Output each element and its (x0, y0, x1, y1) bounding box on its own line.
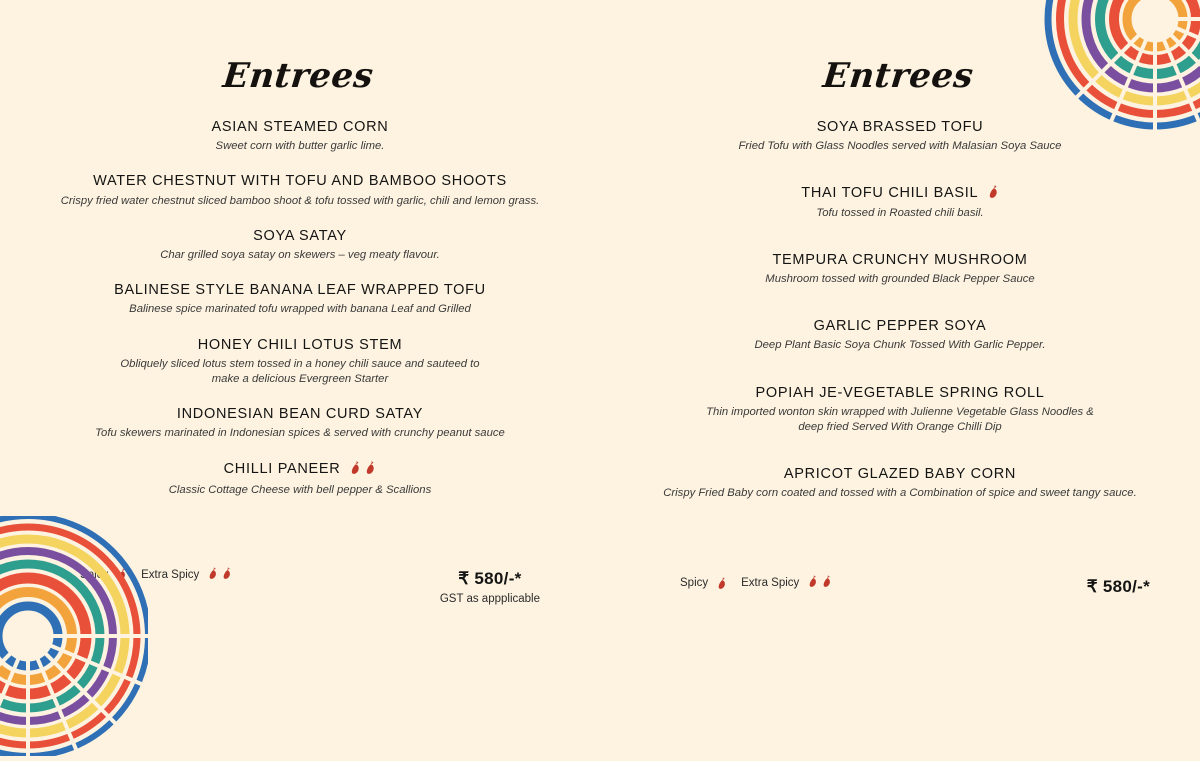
menu-item-name: SOYA BRASSED TOFU (816, 119, 984, 135)
menu-items-right (600, 118, 1200, 502)
menu-item-description: Fried Tofu with Glass Noodles served with Malasian Soya Sauce (738, 140, 1062, 153)
menu-item-description: Crispy Fried Baby corn coated and tossed with a Combination of spice and sweet tangy sauce. (663, 487, 1137, 500)
menu-item (40, 118, 560, 154)
legend-entry-extra-spicy (741, 575, 831, 591)
menu-item (40, 405, 560, 441)
menu-panel-right (600, 0, 1200, 660)
menu-item (640, 465, 1160, 501)
menu-item (40, 172, 560, 208)
menu-item-name-row (640, 251, 1160, 269)
price-block-left (440, 567, 540, 608)
menu-item-description: Thin imported wonton skin wrapped with Julienne Vegetable Glass Noodles & deep fried Served With Orange Chilli Dip (706, 405, 1094, 433)
menu-item-description: Crispy fried water chestnut sliced bamboo shoot & tofu tossed with garlic, chili and lemon grass. (60, 194, 540, 207)
menu-item (40, 227, 560, 263)
menu-item-name-row (40, 118, 560, 136)
menu-item-name: SOYA SATAY (253, 227, 347, 244)
spice-legend (680, 575, 832, 591)
spice-legend (80, 567, 232, 583)
menu-item-name-row (40, 336, 560, 354)
menu-item-name: GARLIC PEPPER SOYA (813, 318, 987, 335)
page-title-right: Entrees (821, 56, 976, 96)
menu-item-name: ASIAN STEAMED CORN (211, 119, 389, 135)
menu-item-name-row (640, 465, 1160, 483)
chili-pepper-icon (717, 577, 727, 590)
menu-item (640, 251, 1160, 287)
footer-left (0, 567, 600, 608)
menu-item-description: Char grilled soya satay on skewers – veg meaty flavour. (160, 248, 440, 261)
menu-item-name: APRICOT GLAZED BABY CORN (783, 466, 1017, 483)
menu-item-description: Mushroom tossed with grounded Black Pepper Sauce (765, 272, 1035, 285)
price-note: GST as appplicable (439, 593, 540, 606)
menu-item-name: POPIAH JE-VEGETABLE SPRING ROLL (755, 384, 1045, 401)
legend-label: Spicy (80, 568, 109, 581)
menu-item-name: TEMPURA CRUNCHY MUSHROOM (772, 251, 1028, 268)
menu-panel-left (0, 0, 600, 660)
legend-entry-spicy (680, 577, 727, 590)
menu-item-description: Sweet corn with butter garlic lime. (215, 140, 385, 153)
menu-item (640, 384, 1160, 436)
menu-item (40, 336, 560, 388)
menu-item (640, 317, 1160, 353)
price-value: ₹ 580/-* (1086, 577, 1150, 597)
menu-item-name: CHILLI PANEER (223, 460, 341, 477)
menu-item-description: Obliquely sliced lotus stem tossed in a honey chili sauce and sauteed to make a delicious Evergreen Starter (120, 357, 480, 385)
menu-item-name-row (40, 227, 560, 245)
legend-label: Spicy (680, 577, 709, 590)
chili-pepper-icon (808, 575, 831, 591)
page-title-left: Entrees (221, 56, 376, 96)
mandala-decoration-bottom-left (0, 516, 148, 756)
menu-item-name-row (640, 384, 1160, 402)
menu-item-name-row (40, 281, 560, 299)
price-value: ₹ 580/-* (458, 568, 522, 588)
menu-item-name-row (40, 172, 560, 190)
menu-item-name-row (40, 460, 560, 480)
menu-item-name-row (640, 317, 1160, 335)
menu-item (640, 184, 1160, 220)
price-block-right (1087, 575, 1150, 600)
menu-item-description: Tofu skewers marinated in Indonesian spices & served with crunchy peanut sauce (95, 427, 505, 440)
menu-item-name-row (640, 184, 1160, 202)
menu-item-name: THAI TOFU CHILI BASIL (801, 185, 979, 202)
menu-item (640, 118, 1160, 154)
chili-pepper-icon (350, 461, 376, 480)
menu-item-name-row (640, 118, 1160, 136)
menu-item-name-row (40, 405, 560, 423)
menu-item-description: Tofu tossed in Roasted chili basil. (816, 206, 984, 219)
menu-item-description: Balinese spice marinated tofu wrapped with banana Leaf and Grilled (129, 303, 471, 316)
menu-item-description: Classic Cottage Cheese with bell pepper & Scallions (168, 483, 432, 496)
footer-right (600, 575, 1200, 600)
menu-item-name: BALINESE STYLE BANANA LEAF WRAPPED TOFU (114, 282, 486, 299)
menu-item-name: HONEY CHILI LOTUS STEM (197, 336, 403, 353)
menu-item-name: WATER CHESTNUT WITH TOFU AND BAMBOO SHOOTS (93, 173, 507, 190)
legend-entry-extra-spicy (141, 567, 231, 583)
menu-item-name: INDONESIAN BEAN CURD SATAY (176, 406, 424, 423)
legend-entry-spicy (80, 568, 127, 581)
menu-items-left (0, 118, 600, 498)
legend-label: Extra Spicy (141, 568, 200, 581)
menu-item (40, 281, 560, 317)
menu-item-description: Deep Plant Basic Soya Chunk Tossed With Garlic Pepper. (754, 339, 1046, 352)
legend-label: Extra Spicy (741, 577, 800, 590)
chili-pepper-icon (117, 568, 127, 581)
menu-item (40, 460, 560, 498)
chili-pepper-icon (208, 567, 231, 583)
chili-pepper-icon (988, 185, 999, 199)
